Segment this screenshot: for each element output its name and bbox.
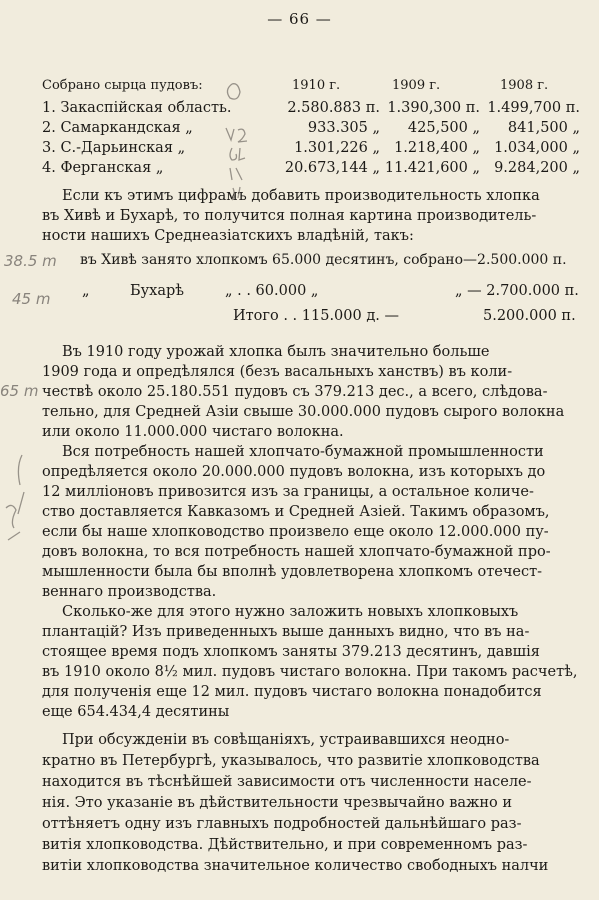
pencil-scribble-row3 [230, 148, 245, 160]
paragraph-line: если бы наше хлопководство произвело еще около 12.000.000 пу- [42, 524, 549, 540]
total-value: 5.200.000 п. [483, 308, 576, 324]
bukhara-quote: „ [82, 283, 90, 299]
margin-note: 65 m [0, 382, 39, 400]
paragraph-line: опредѣляется около 20.000.000 пудовъ волокна, изъ которыхъ до [42, 464, 546, 480]
paragraph-line: ности нашихъ Среднеазіатскихъ владѣній, такъ: [42, 228, 414, 244]
total-label: Итого . . 115.000 д. — [233, 308, 399, 324]
pencil-bracket [18, 455, 24, 514]
table-row: 1. Закаспійская область. 2.580.883 п. 1.390,300 п. 1.499,700 п. [42, 100, 580, 116]
paragraph-line: витія хлопководства. Дѣйствительно, и при современномъ раз- [42, 837, 528, 853]
paragraph-line: Вся потребность нашей хлопчато-бумажной промышленности [62, 444, 544, 460]
paragraph-line: оттѣняетъ одну изъ главныхъ подробностей дальнѣйшаго раз- [42, 816, 522, 832]
paragraph-line: 12 милліоновъ привозится изъ за границы, а остальное количе- [42, 484, 534, 500]
paragraph-line: тельно, для Средней Азіи свыше 30.000.000 пудовъ сырого волокна [42, 404, 565, 420]
table-row: 2. Самаркандская „ 933.305 „ 425,500 „ 841,500 „ [42, 120, 580, 136]
page-number: — 66 — [267, 10, 332, 28]
paragraph-line: еще 654.434,4 десятины [42, 704, 230, 720]
paragraph-line: мышленности была бы вполнѣ удовлетворена хлопкомъ отечест- [42, 564, 543, 580]
paragraph-line: Въ 1910 году урожай хлопка былъ значительно больше [62, 344, 490, 360]
paragraph-line: или около 11.000.000 чистаго волокна. [42, 424, 344, 440]
paragraph-line: для полученія еще 12 мил. пудовъ чистаго волокна понадобится [42, 684, 542, 700]
paragraph-line: плантацій? Изъ приведенныхъ выше данныхъ видно, что въ на- [42, 624, 530, 640]
paragraph-line: довъ волокна, то вся потребность нашей хлопчато-бумажной про- [42, 544, 551, 560]
bukhara-area: „ . . 60.000 „ [225, 283, 319, 299]
column-1909: 1909 г. [392, 78, 441, 93]
table-row: 4. Ферганская „ 20.673,144 „ 11.421,600 „ 9.284,200 „ [42, 160, 580, 176]
pencil-scribble-row4 [230, 168, 242, 180]
paragraph-line: чествѣ около 25.180.551 пудовъ съ 379.213 дес., а всего, слѣдова- [42, 384, 548, 400]
paragraph-line: Сколько-же для этого нужно заложить новыхъ хлопковыхъ [62, 604, 519, 620]
paragraph-line: При обсужденіи въ совѣщаніяхъ, устраивавшихся неодно- [62, 732, 510, 748]
paragraph-line: витіи хлопководства значительное количество свободныхъ налчи [42, 858, 549, 874]
pencil-scribble-para [232, 187, 240, 200]
pencil-scribble-row2 [226, 128, 247, 142]
table-row: 3. С.-Дарьинская „ 1.301,226 „ 1.218,400 „ 1.034,000 „ [42, 140, 580, 156]
paragraph-line: стоящее время подъ хлопкомъ заняты 379.213 десятинъ, давшія [42, 644, 540, 660]
paragraph-line: кратно въ Петербургѣ, указывалось, что развитіе хлопководства [42, 753, 540, 769]
paragraph-line: Если къ этимъ цифрамъ добавить производительность хлопка [62, 188, 540, 204]
column-1908: 1908 г. [500, 78, 549, 93]
paragraph-line: въ Хивѣ и Бухарѣ, то получится полная картина производитель- [42, 208, 537, 224]
paragraph-line: въ 1910 около 8½ мил. пудовъ чистаго волокна. При такомъ расчетѣ, [42, 664, 578, 680]
margin-note: 45 m [12, 290, 51, 308]
khiva-line: въ Хивѣ занято хлопкомъ 65.000 десятинъ, собрано—2.500.000 п. [80, 252, 567, 268]
bukhara-name: Бухарѣ [130, 283, 185, 299]
paragraph-line: ство доставляется Кавказомъ и Средней Азіей. Такимъ образомъ, [42, 504, 550, 520]
paragraph-line: 1909 года и опредѣлялся (безъ васальныхъ ханствъ) въ коли- [42, 364, 513, 380]
column-1910: 1910 г. [292, 78, 341, 93]
paragraph-line: нія. Это указаніе въ дѣйствительности чрезвычайно важно и [42, 795, 513, 811]
paragraph-line: находится въ тѣснѣйшей зависимости отъ численности населе- [42, 774, 532, 790]
pencil-mark [6, 505, 20, 540]
bukhara-yield: „ — 2.700.000 п. [455, 283, 579, 299]
pencil-circle [227, 84, 240, 99]
margin-note: 38.5 m [4, 252, 57, 270]
paragraph-line: веннаго производства. [42, 584, 217, 600]
table-header-label: Собрано сырца пудовъ: [42, 78, 203, 93]
